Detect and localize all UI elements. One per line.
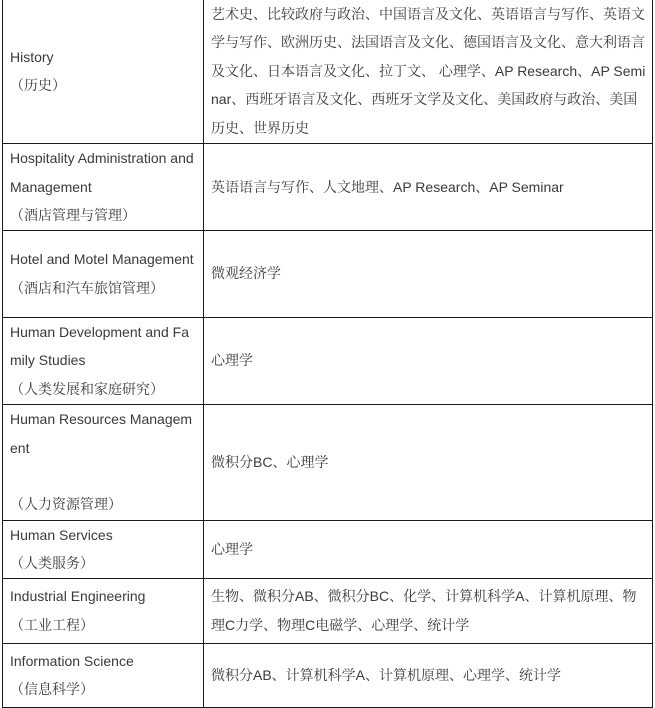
courses-cell: 生物、微积分AB、微积分BC、化学、计算机科学A、计算机原理、物理C力学、物理C电磁学、心理学、统计学 bbox=[204, 578, 653, 643]
major-name-cn: （工业工程） bbox=[10, 616, 94, 633]
courses-cell: 微观经济学 bbox=[204, 230, 653, 317]
major-name-en: Industrial Engineering bbox=[10, 588, 146, 604]
courses-cell: 微积分AB、计算机科学A、计算机原理、心理学、统计学 bbox=[204, 643, 653, 707]
major-name-en: Human Development and Family Studies bbox=[10, 323, 189, 369]
major-name-en: Hospitality Administration and Management bbox=[10, 150, 194, 195]
table-row bbox=[3, 404, 653, 520]
table-row bbox=[3, 144, 653, 231]
courses-cell: 心理学 bbox=[204, 317, 653, 404]
courses-cell: 微积分BC、心理学 bbox=[204, 404, 653, 520]
table-row bbox=[3, 578, 653, 643]
major-name-cn: （人类发展和家庭研究） bbox=[10, 380, 164, 397]
courses-cell: 艺术史、比较政府与政治、中国语言及文化、英语语言与写作、英语文学与写作、欧洲历史、法国语言及文化、德国语言及文化、意大利语言及文化、日本语言及文化、拉丁文、 心理学、AP Research、AP Seminar、西班牙语言及文化、西班牙文学及文化、美国政府与政治、美国历史、世界历史 bbox=[204, 0, 653, 144]
table-row bbox=[3, 643, 653, 707]
major-name-en: History bbox=[10, 48, 54, 65]
major-name-cn: （人类服务） bbox=[10, 555, 94, 571]
major-name-en: Hotel and Motel Management bbox=[10, 251, 194, 267]
major-name-en: Human Services bbox=[10, 526, 113, 543]
major-name-cn: （历史） bbox=[10, 77, 66, 93]
major-name-en: Information Science bbox=[10, 652, 134, 669]
table-row bbox=[3, 230, 653, 317]
table-row bbox=[3, 317, 653, 404]
table-row bbox=[3, 520, 653, 578]
courses-cell: 心理学 bbox=[204, 520, 653, 578]
major-name-cn: （酒店和汽车旅馆管理） bbox=[10, 279, 164, 296]
major-cell bbox=[3, 230, 204, 317]
majors-ap-courses-table bbox=[2, 0, 653, 708]
courses-cell: 英语语言与写作、人文地理、AP Research、AP Seminar bbox=[204, 144, 653, 231]
table-row bbox=[3, 0, 653, 144]
spacer bbox=[10, 462, 197, 490]
major-cell bbox=[3, 317, 204, 404]
major-cell bbox=[3, 643, 204, 707]
major-name-cn: （信息科学） bbox=[10, 681, 94, 697]
major-name-cn: （人力资源管理） bbox=[10, 496, 122, 513]
major-name-en: Human Resources Management bbox=[10, 411, 193, 456]
major-cell bbox=[3, 578, 204, 643]
major-cell bbox=[3, 404, 204, 520]
major-name-cn: （酒店管理与管理） bbox=[10, 207, 136, 223]
major-cell bbox=[3, 0, 204, 144]
major-cell bbox=[3, 520, 204, 578]
major-cell bbox=[3, 144, 204, 231]
